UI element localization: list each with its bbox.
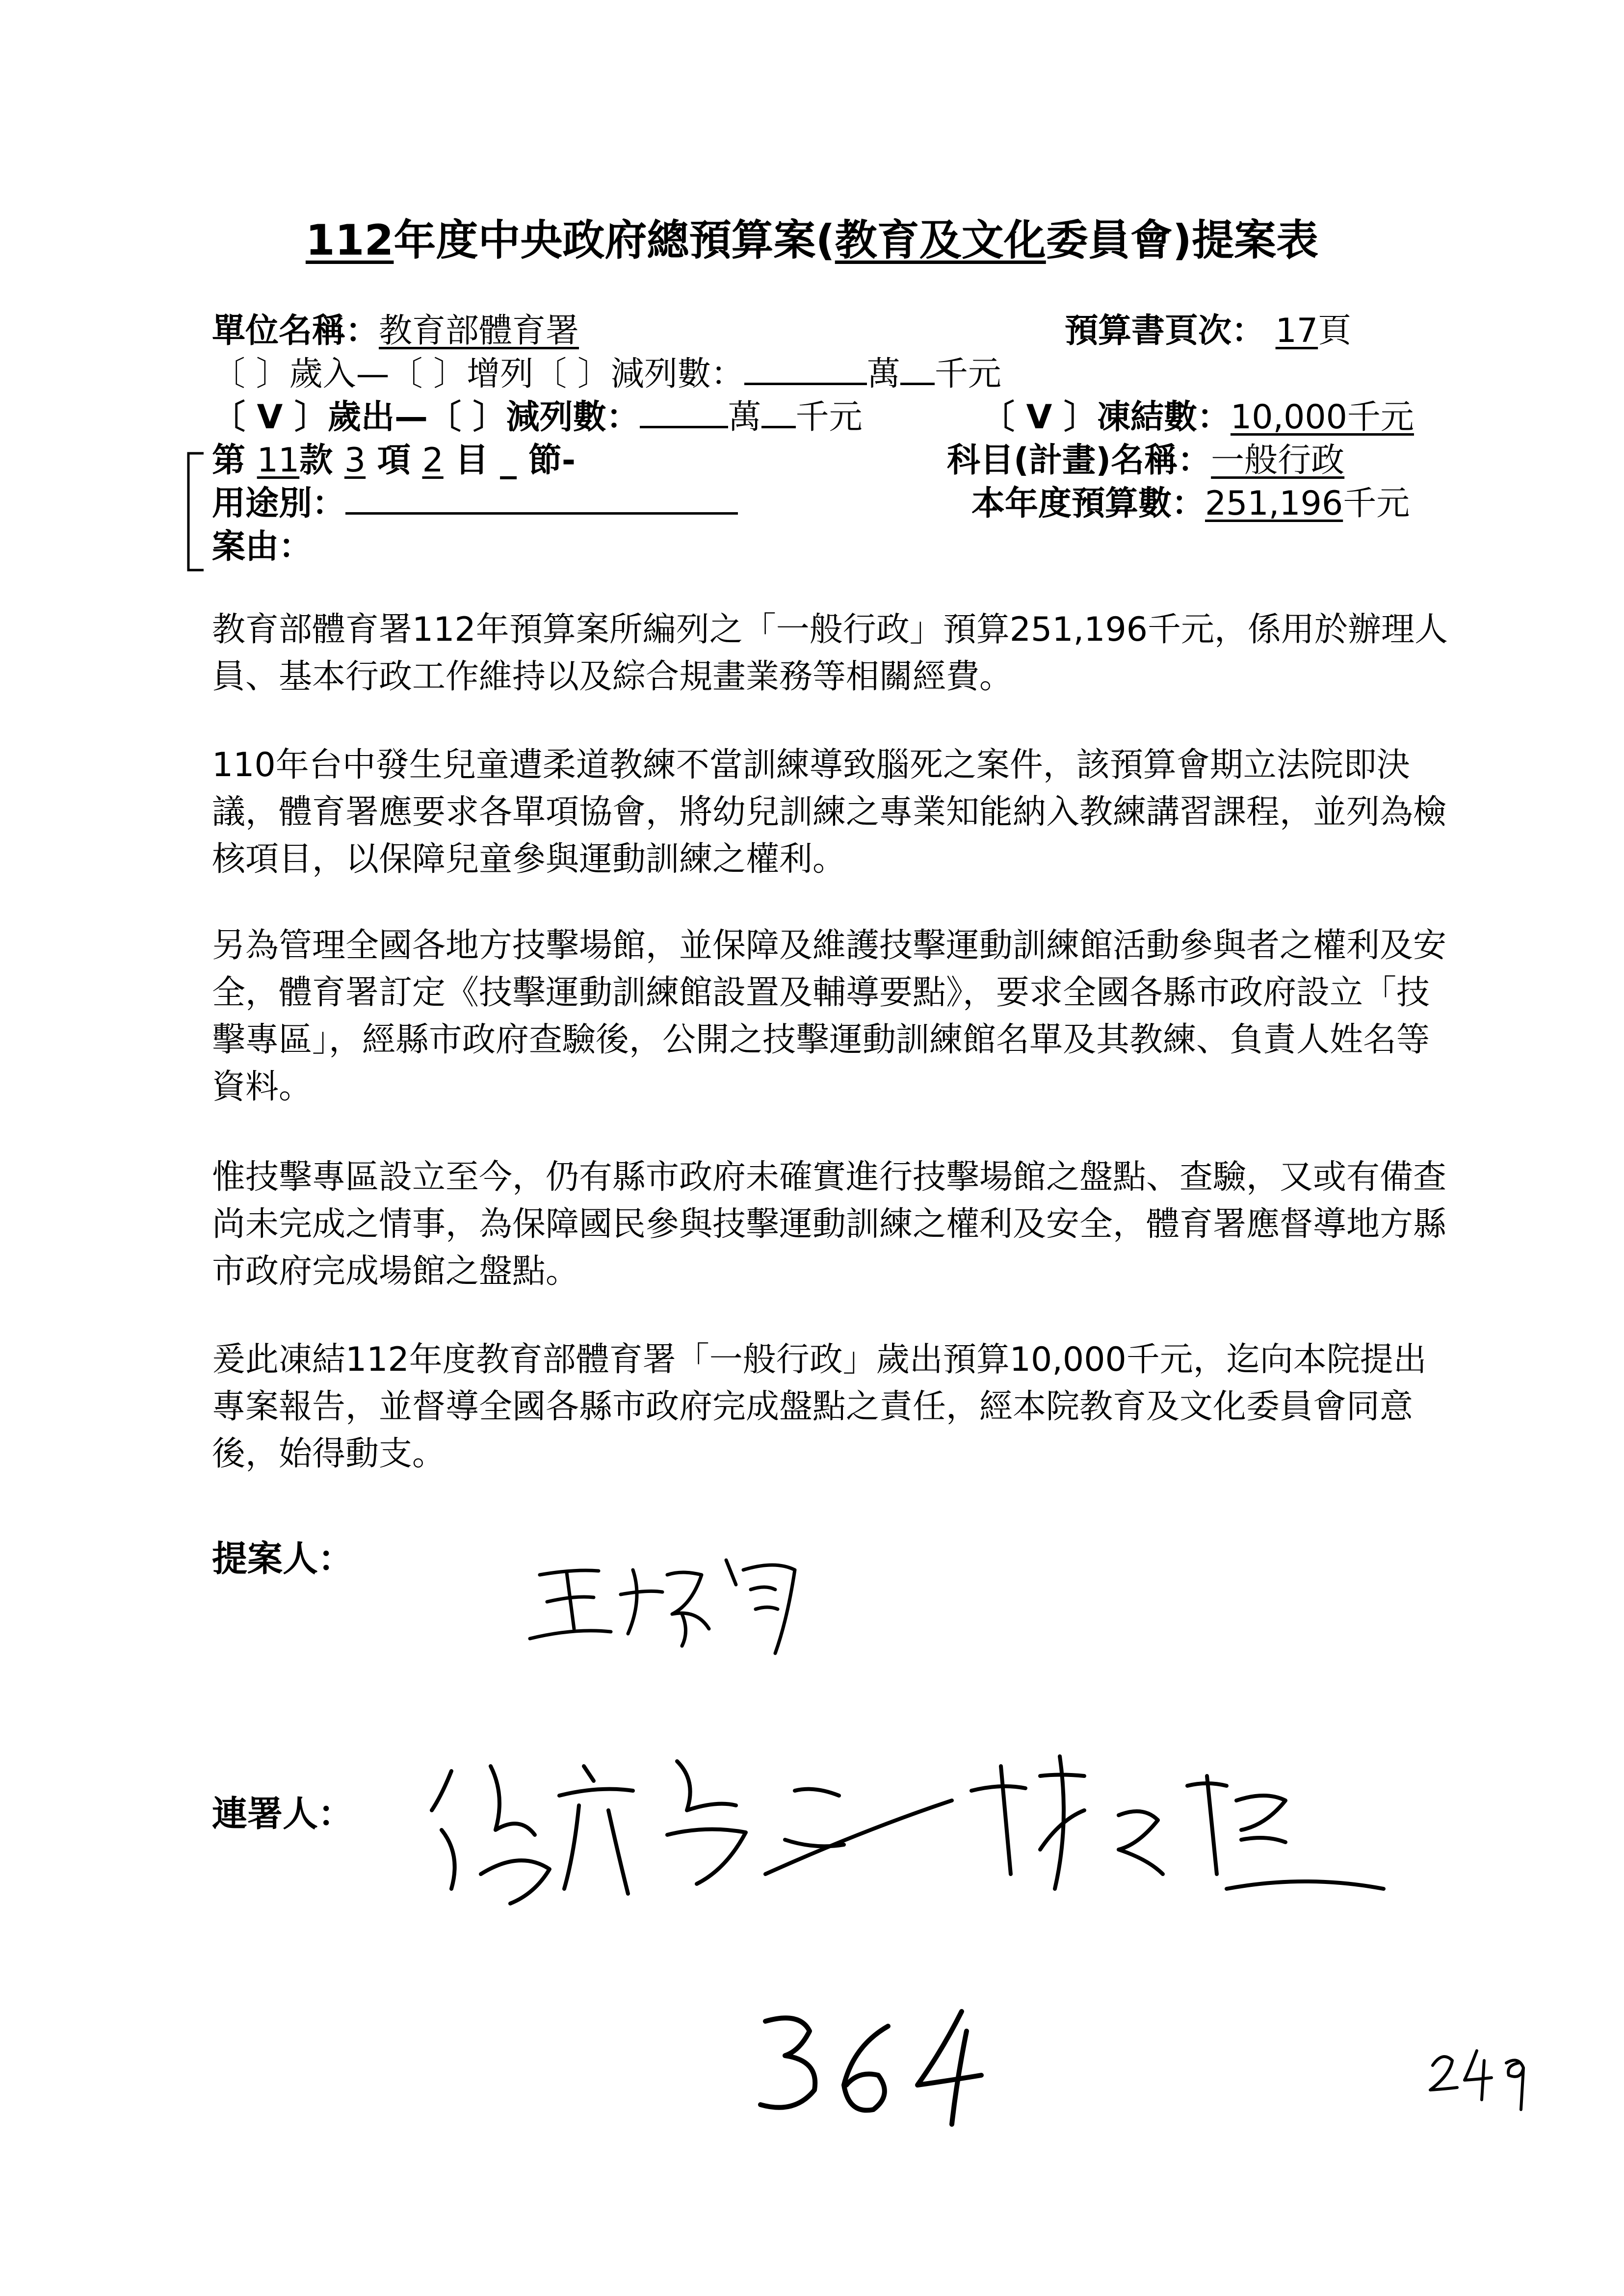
paragraph-3: 另為管理全國各地方技擊場館，並保障及維護技擊運動訓練館活動參與者之權利及安全，體育署訂定《技擊運動訓練館設置及輔導要點》，要求全國各縣市政府設立「技擊專區」，經縣市政府查驗後，公開之技擊運動訓練館名單及其教練、負責人姓名等資料。 — [212, 926, 1447, 1106]
revenue-wan-blank — [744, 352, 867, 385]
handwritten-corner-number — [1423, 2041, 1536, 2114]
paragraph-1: 教育部體育署112年預算案所編列之「一般行政」預算251,196千元，係用於辦理人員、基本行政工作維持以及綜合規畫業務等相關經費。 — [212, 610, 1448, 696]
proposer-signature — [520, 1540, 824, 1658]
form-title: 112年度中央政府總預算案(教育及文化委員會)提案表 — [305, 216, 1319, 265]
expenditure-qian-blank — [761, 395, 796, 428]
freeze-amount-field: 〔 V 〕凍結數：10,000千元 — [981, 398, 1414, 437]
annual-budget-field: 本年度預算數：251,196千元 — [971, 484, 1410, 523]
section-bracket — [182, 450, 211, 573]
usage-field: 用途別： — [212, 482, 738, 526]
expenditure-row: 〔 V 〕歲出—〔 〕減列數： 萬 千元 — [212, 395, 863, 440]
budget-page-field: 預算書頁次： 17頁 — [1065, 312, 1352, 350]
paragraph-5: 爰此凍結112年度教育部體育署「一般行政」歲出預算10,000千元，迄向本院提出專案報告，並督導全國各縣市政府完成盤點之責任，經本院教育及文化委員會同意後，始得動支。 — [212, 1340, 1427, 1473]
revenue-row: 〔 〕歲入—〔 〕增列〔 〕減列數： 萬 千元 — [212, 352, 1001, 396]
proposer-label: 提案人： — [212, 1538, 354, 1579]
expenditure-wan-blank — [640, 395, 728, 428]
section-field: 第 11款 3 項 2 目 _ 節- — [212, 441, 576, 480]
paragraph-2: 110年台中發生兒童遭柔道教練不當訓練導致腦死之案件，該預算會期立法院即決議，體育署應要求各單項協會，將幼兒訓練之專業知能納入教練講習課程，並列為檢核項目，以保障兒童參與運動訓練之權利。 — [212, 746, 1447, 879]
reason-label: 案由： — [212, 527, 313, 566]
paragraph-4: 惟技擊專區設立至今，仍有縣市政府未確實進行技擊場館之盤點、查驗，又或有備查尚未完成之情事，為保障國民參與技擊運動訓練之權利及安全，體育署應督導地方縣市政府完成場館之盤點。 — [212, 1158, 1447, 1291]
cosigner-label: 連署人： — [212, 1793, 354, 1834]
revenue-qian-blank — [900, 352, 935, 385]
handwritten-page-number — [756, 2002, 1011, 2139]
cosigner-signatures — [422, 1727, 1462, 1933]
subject-name-field: 科目(計畫)名稱：一般行政 — [947, 441, 1345, 480]
usage-blank — [345, 482, 738, 515]
unit-name-field: 單位名稱：教育部體育署 — [212, 312, 579, 350]
